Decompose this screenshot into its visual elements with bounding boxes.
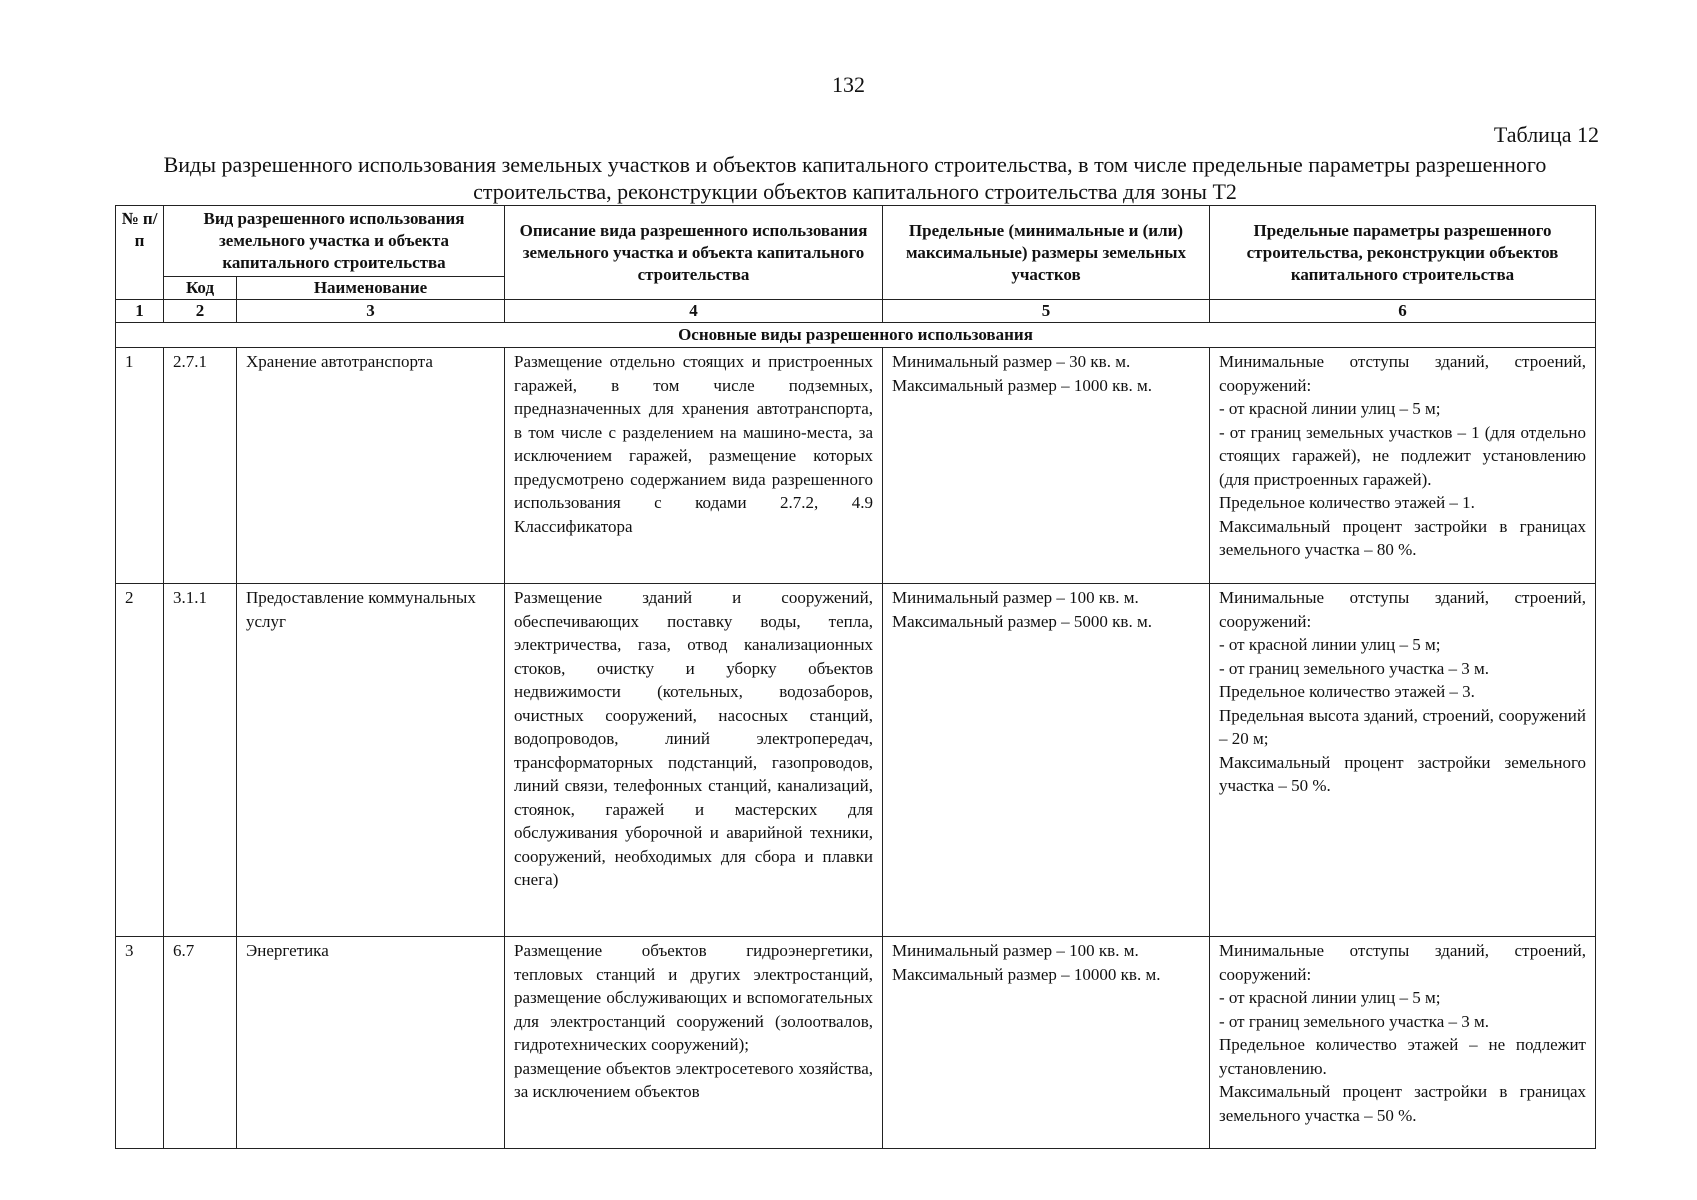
table-row xyxy=(116,937,1596,1149)
param-line: Максимальный процент застройки в границах земельного участка – 50 %. xyxy=(1219,1082,1586,1125)
page-number: 132 xyxy=(832,72,865,97)
row-name: Хранение автотранспорта xyxy=(237,348,505,584)
header-code: Код xyxy=(164,277,237,300)
row-code: 3.1.1 xyxy=(164,584,237,937)
size-line: Максимальный размер – 10000 кв. м. xyxy=(892,964,1161,984)
size-line: Минимальный размер – 100 кв. м. xyxy=(892,588,1139,607)
header-description: Описание вида разрешенного использования земельного участка и объекта капитального строительства xyxy=(505,206,883,300)
table-row xyxy=(116,584,1596,937)
header-sizes: Предельные (минимальные и (или) максимальные) размеры земельных участков xyxy=(883,206,1210,300)
row-num: 1 xyxy=(116,348,164,584)
param-line: - от границ земельного участка – 3 м. xyxy=(1219,1011,1489,1031)
size-line: Минимальный размер – 100 кв. м. xyxy=(892,941,1139,960)
table-row xyxy=(116,348,1596,584)
row-description xyxy=(505,937,883,1149)
row-sizes xyxy=(883,584,1210,937)
row-params xyxy=(1210,584,1596,937)
section-title: Основные виды разрешенного использования xyxy=(116,323,1596,348)
param-line: Минимальные отступы зданий, строений, сооружений: xyxy=(1219,588,1586,631)
row-params xyxy=(1210,937,1596,1149)
description-line: Размещение объектов гидроэнергетики, тепловых станций и других электростанций, размещение обслуживающих и вспомогательных для электростанций сооружений (золоотвалов, гидротехнических сооружений); xyxy=(514,941,873,1054)
col-number: 6 xyxy=(1210,300,1596,323)
param-line: Предельное количество этажей – 3. xyxy=(1219,682,1475,701)
param-line: - от границ земельных участков – 1 (для отдельно стоящих гаражей), не подлежит установлению (для пристроенных гаражей). xyxy=(1219,422,1586,489)
header-vid: Вид разрешенного использования земельного участка и объекта капитального строительства xyxy=(164,206,505,277)
size-line: Минимальный размер – 30 кв. м. xyxy=(892,352,1131,371)
col-number: 1 xyxy=(116,300,164,323)
col-number: 3 xyxy=(237,300,505,323)
table-label: Таблица 12 xyxy=(1493,122,1599,147)
param-line: - от красной линии улиц – 5 м; xyxy=(1219,635,1441,654)
zoning-table xyxy=(115,205,1596,1149)
row-name: Предоставление коммунальных услуг xyxy=(237,584,505,937)
header-num: № п/п xyxy=(116,206,164,300)
param-line: Максимальный процент застройки земельного участка – 50 %. xyxy=(1219,752,1586,795)
param-line: Минимальные отступы зданий, строений, сооружений: xyxy=(1219,352,1586,395)
row-num: 3 xyxy=(116,937,164,1149)
param-line: - от красной линии улиц – 5 м; xyxy=(1219,988,1441,1007)
size-line: Максимальный размер – 1000 кв. м. xyxy=(892,375,1152,395)
row-sizes xyxy=(883,937,1210,1149)
row-params xyxy=(1210,348,1596,584)
header-name: Наименование xyxy=(237,277,505,300)
param-line: - от границ земельного участка – 3 м. xyxy=(1219,658,1489,678)
param-line: - от красной линии улиц – 5 м; xyxy=(1219,399,1441,418)
row-description: Размещение зданий и сооружений, обеспечивающих поставку воды, тепла, электричества, газа, отвод канализационных стоков, очистку и уборку объектов недвижимости (котельных, водозаборов, очистных сооружений, насосных станций, водопроводов, линий электропередач, трансформаторных подстанций, газопроводов, линий связи, телефонных станций, канализаций, стоянок, гаражей и мастерских для обслуживания уборочной и аварийной техники, сооружений, необходимых для сбора и плавки снега) xyxy=(505,584,883,937)
param-line: Максимальный процент застройки в границах земельного участка – 80 %. xyxy=(1219,516,1586,559)
param-line: Предельное количество этажей – 1. xyxy=(1219,493,1475,512)
column-numbers-row xyxy=(116,300,1596,323)
section-row xyxy=(116,323,1596,348)
size-line: Максимальный размер – 5000 кв. м. xyxy=(892,611,1152,631)
row-num: 2 xyxy=(116,584,164,937)
row-description: Размещение отдельно стоящих и пристроенных гаражей, в том числе подземных, предназначенных для хранения автотранспорта, в том числе с разделением на машино-места, за исключением гаражей, размещение которых предусмотрено содержанием вида разрешенного использования с кодами 2.7.2, 4.9 Классификатора xyxy=(505,348,883,584)
table-title: Виды разрешенного использования земельных участков и объектов капитального строительства, в том числе предельные параметры разрешенного строительства, реконструкции объектов капитального строительства для зоны Т2 xyxy=(163,152,1547,204)
row-code: 2.7.1 xyxy=(164,348,237,584)
col-number: 2 xyxy=(164,300,237,323)
description-line: размещение объектов электросетевого хозяйства, за исключением объектов xyxy=(514,1058,873,1101)
header-params: Предельные параметры разрешенного строительства, реконструкции объектов капитального строительства xyxy=(1210,206,1596,300)
col-number: 5 xyxy=(883,300,1210,323)
param-line: Минимальные отступы зданий, строений, сооружений: xyxy=(1219,941,1586,984)
param-line: Предельное количество этажей – не подлежит установлению. xyxy=(1219,1035,1586,1078)
row-name: Энергетика xyxy=(237,937,505,1149)
param-line: Предельная высота зданий, строений, сооружений – 20 м; xyxy=(1219,705,1586,748)
row-code: 6.7 xyxy=(164,937,237,1149)
row-sizes xyxy=(883,348,1210,584)
col-number: 4 xyxy=(505,300,883,323)
